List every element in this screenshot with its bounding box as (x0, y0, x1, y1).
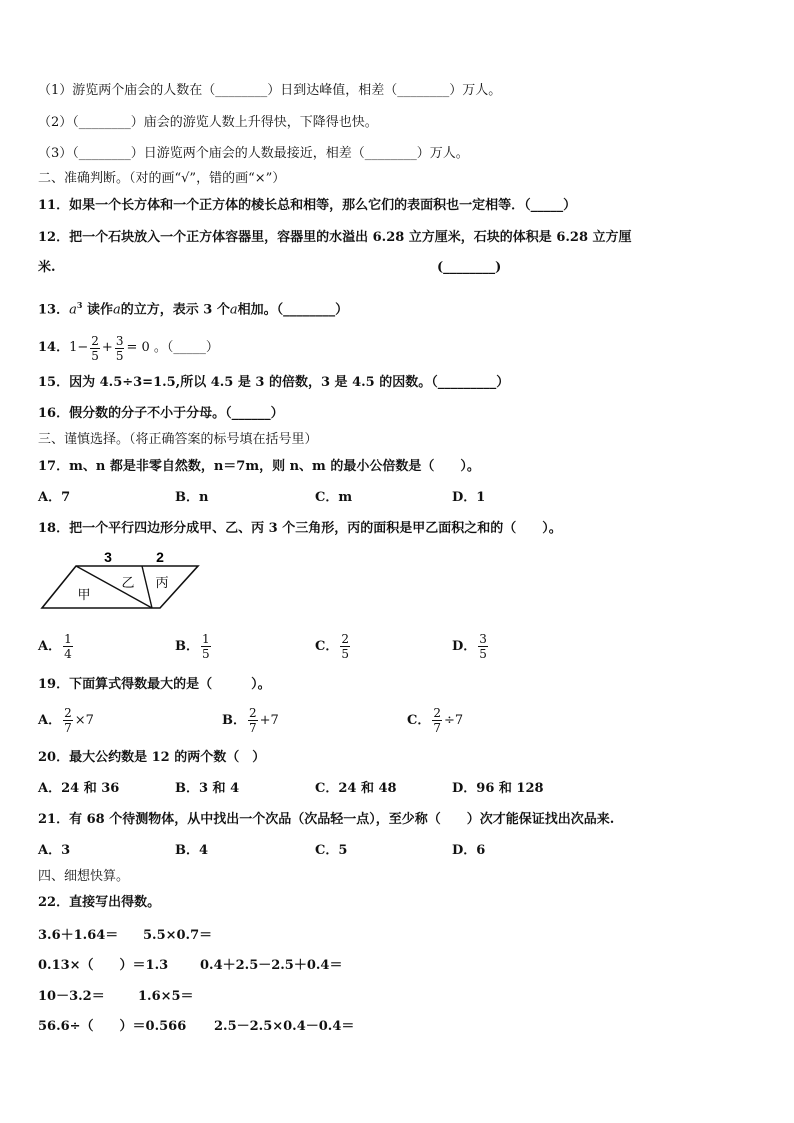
fraction-numerator: 1 (64, 632, 72, 646)
calc-row-4-left: 56.6÷（ ）＝0.566 (38, 1019, 187, 1034)
q10-part-2: （2）（________）庙会的游览人数上升得快，下降得也快。 (38, 115, 378, 130)
question-21-option-b: B．4 (175, 843, 209, 858)
option-fraction (478, 632, 488, 661)
calc-row-2-right: 0.4＋2.5－2.5＋0.4＝ (200, 958, 343, 973)
question-19-option-a (38, 706, 94, 735)
question-18-option-c (315, 632, 352, 661)
option-operation: ÷7 (444, 712, 464, 728)
question-21-option-d: D．6 (452, 843, 486, 858)
question-13-exponent: 3 (76, 300, 83, 310)
question-18-option-b (175, 632, 213, 661)
calc-row-1-right: 5.5×0.7＝ (143, 928, 213, 943)
option-letter: A． (38, 638, 62, 654)
question-19-option-b (222, 706, 279, 735)
option-fraction (63, 706, 73, 735)
question-11: 11．如果一个长方体和一个正方体的棱长总和相等，那么它们的表面积也一定相等．（_____） (38, 198, 577, 213)
fraction-numerator: 2 (433, 706, 441, 720)
option-letter: B． (175, 638, 199, 654)
option-fraction (201, 632, 211, 661)
fraction-numerator: 2 (341, 632, 349, 646)
fraction-denominator: 5 (479, 647, 487, 661)
calc-row-4-right: 2.5－2.5×0.4－0.4＝ (214, 1019, 355, 1034)
question-14-tail: = 0 。（_____） (126, 340, 219, 355)
question-20-stem: 20．最大公约数是 12 的两个数（ ） (38, 750, 266, 765)
fraction-numerator: 2 (64, 706, 72, 720)
fraction-numerator: 3 (115, 333, 124, 348)
question-13-text-3: 相加。（________） (237, 302, 349, 318)
question-17-option-d: D．1 (452, 490, 486, 505)
option-letter: C． (407, 712, 431, 728)
question-20-option-a: A．24 和 36 (38, 781, 120, 796)
question-12-blank: (________) (437, 260, 502, 275)
calc-row-3-right: 1.6×5＝ (138, 989, 194, 1004)
question-12-line-1: 12．把一个石块放入一个正方体容器里，容器里的水溢出 6.28 立方厘米，石块的体积是 6.28 立方厘 (38, 230, 632, 245)
fraction-numerator: 2 (249, 706, 257, 720)
question-16: 16．假分数的分子不小于分母。（______） (38, 406, 284, 421)
section-2-title: 二、准确判断。（对的画“√”，错的画“×”） (38, 171, 286, 186)
question-21-stem: 21．有 68 个待测物体，从中找出一个次品（次品轻一点），至少称（ ）次才能保证找出次品来. (38, 812, 615, 827)
triangle-jia-label: 甲 (77, 588, 91, 603)
calc-row-3-left: 10－3.2＝ (38, 989, 105, 1004)
question-18-option-d (452, 632, 490, 661)
calc-row-2-left: 0.13×（ ）＝1.3 (38, 958, 169, 973)
question-13-var: a (69, 302, 77, 318)
question-13-var-3: a (229, 302, 238, 318)
question-12-line-2: 米. (38, 260, 56, 275)
q10-part-1: （1）游览两个庙会的人数在（________）日到达峰值，相差（________）万人。 (38, 83, 502, 98)
section-4-title: 四、细想快算。 (38, 869, 130, 884)
triangle-bing-label: 丙 (155, 576, 169, 591)
question-14-fraction-2 (115, 334, 125, 363)
option-fraction (248, 706, 258, 735)
question-17-option-c: C．m (315, 490, 353, 505)
question-14 (38, 330, 219, 366)
triangle-yi-label: 乙 (121, 576, 135, 591)
divider-line-2 (142, 566, 152, 608)
option-fraction (432, 706, 442, 735)
fraction-denominator: 5 (115, 348, 124, 363)
question-13-var-2: a (112, 302, 121, 318)
question-19-stem: 19．下面算式得数最大的是（ ）。 (38, 677, 271, 692)
fraction-denominator: 5 (91, 348, 99, 363)
question-20-option-c: C．24 和 48 (315, 781, 397, 796)
question-17-stem: 17．m、n 都是非零自然数，n＝7m，则 n、m 的最小公倍数是（ ）。 (38, 459, 480, 474)
question-20-option-d: D．96 和 128 (452, 781, 544, 796)
fraction-denominator: 7 (64, 721, 72, 735)
question-13-text-1: 读作 (82, 302, 113, 318)
fraction-denominator: 7 (433, 721, 441, 735)
parallelogram-figure (38, 548, 208, 614)
fraction-denominator: 5 (202, 647, 210, 661)
option-letter: C． (315, 638, 339, 654)
question-18-stem: 18．把一个平行四边形分成甲、乙、丙 3 个三角形，丙的面积是甲乙面积之和的（ ）。 (38, 521, 562, 536)
question-19-option-c (407, 706, 463, 735)
question-14-lead: 1− (69, 340, 89, 355)
section-3-title: 三、谨慎选择。（将正确答案的标号填在括号里） (38, 432, 318, 447)
figure-label-3: 3 (104, 549, 112, 565)
question-20-option-b: B．3 和 4 (175, 781, 240, 796)
question-21-option-a: A．3 (38, 843, 71, 858)
question-21-option-c: C．5 (315, 843, 348, 858)
option-fraction (340, 632, 350, 661)
option-letter: B． (222, 712, 246, 728)
question-13-text-2: 的立方，表示 3 个 (120, 302, 230, 318)
question-18-option-a (38, 632, 75, 661)
option-operation: ×7 (74, 712, 94, 728)
q10-part-3: （3）（________）日游览两个庙会的人数最接近，相差（________）万人。 (38, 146, 469, 161)
question-14-number: 14． (38, 340, 70, 355)
fraction-numerator: 1 (202, 632, 210, 646)
fraction-numerator: 2 (91, 333, 99, 348)
figure-label-2: 2 (156, 549, 164, 565)
question-17-option-b: B．n (175, 490, 209, 505)
option-operation: +7 (259, 712, 279, 728)
question-13-number: 13． (38, 302, 70, 318)
fraction-denominator: 7 (249, 721, 257, 735)
option-letter: A． (38, 712, 62, 728)
question-22-title: 22．直接写出得数。 (38, 895, 161, 910)
question-17-option-a: A．7 (38, 490, 71, 505)
fraction-denominator: 4 (64, 647, 72, 661)
question-14-fraction-1 (90, 334, 100, 363)
fraction-denominator: 5 (341, 647, 349, 661)
fraction-numerator: 3 (479, 632, 487, 646)
question-14-plus: + (101, 340, 113, 355)
option-fraction (63, 632, 73, 661)
question-15: 15．因为 4.5÷3=1.5,所以 4.5 是 3 的倍数，3 是 4.5 的因数。（_________） (38, 375, 510, 390)
option-letter: D． (452, 638, 477, 654)
parallelogram-outline (42, 566, 198, 608)
question-13 (38, 296, 348, 319)
calc-row-1-left: 3.6＋1.64＝ (38, 928, 119, 943)
